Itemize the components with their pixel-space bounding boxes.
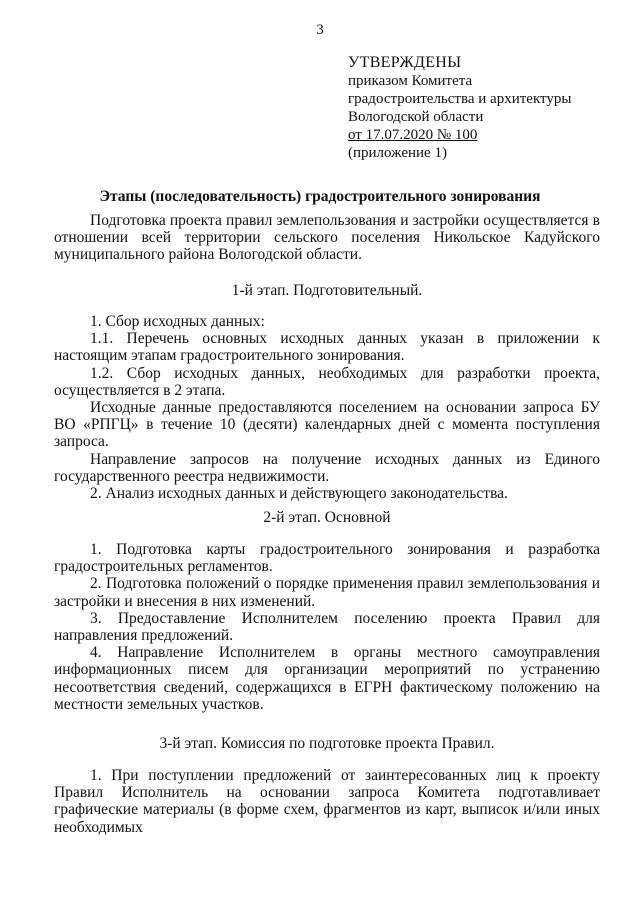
stage-1-item: 1.1. Перечень основных исходных данных указан в приложении к настоящим этапам градостроительного зонирования. bbox=[54, 330, 600, 365]
page-number: 3 bbox=[316, 22, 324, 38]
stage-1-item: 1. Сбор исходных данных: bbox=[90, 313, 265, 330]
approval-line-1: приказом Комитета bbox=[348, 73, 473, 89]
stage-3-section bbox=[54, 767, 600, 836]
intro-paragraph: Подготовка проекта правил землепользования и застройки осуществляется в отношении всей территории сельского поселения Никольское Кадуйского муниципального района Вологодской области. bbox=[54, 212, 600, 264]
stage-3-title: 3-й этап. Комиссия по подготовке проекта Правил. bbox=[159, 735, 495, 752]
stage-2-item: 2. Подготовка положений о порядке применения правил землепользования и застройки и внесения в них изменений. bbox=[54, 575, 600, 610]
approval-title: УТВЕРЖДЕНЫ bbox=[348, 54, 462, 71]
approval-stamp bbox=[348, 54, 571, 162]
stage-1-item: 2. Анализ исходных данных и действующего законодательства. bbox=[90, 485, 508, 503]
approval-appendix: (приложение 1) bbox=[348, 145, 447, 161]
approval-date-number: от 17.07.2020 № 100 bbox=[348, 127, 478, 143]
document-heading: Этапы (последовательность) градостроительного зонирования bbox=[99, 188, 541, 205]
stage-1-section bbox=[54, 313, 600, 502]
stage-2-title: 2-й этап. Основной bbox=[263, 509, 391, 526]
stage-2-item: 4. Направление Исполнителем в органы местного самоуправления информационных писем для организации мероприятий по устранению несоответствия сведений, содержащихся в ЕГРН фактическому положению на местности земельных участков. bbox=[54, 644, 600, 713]
approval-line-2: градостроительства и архитектуры bbox=[348, 91, 572, 107]
stage-1-item: Исходные данные предоставляются поселением на основании запроса БУ ВО «РПГЦ» в течение 10 (десяти) календарных дней с момента поступления запроса. bbox=[54, 399, 600, 451]
stage-1-title: 1-й этап. Подготовительный. bbox=[231, 282, 423, 299]
stage-1-item: 1.2. Сбор исходных данных, необходимых для разработки проекта, осуществляется в 2 этапа. bbox=[54, 364, 600, 399]
approval-line-3: Вологодской области bbox=[348, 109, 484, 125]
stage-2-item: 3. Предоставление Исполнителем поселению проекта Правил для направления предложений. bbox=[54, 609, 600, 645]
stage-1-item: Направление запросов на получение исходных данных из Единого государственного реестра недвижимости. bbox=[54, 450, 600, 485]
stage-2-item: 1. Подготовка карты градостроительного зонирования и разработка градостроительных регламентов. bbox=[54, 541, 600, 576]
stage-2-section bbox=[54, 541, 600, 713]
stage-3-item: 1. При поступлении предложений от заинтересованных лиц к проекту Правил Исполнитель на основании запроса Комитета подготавливает графические материалы (в форме схем, фрагментов из карт, выписок и/или иных необходимых bbox=[54, 767, 600, 836]
